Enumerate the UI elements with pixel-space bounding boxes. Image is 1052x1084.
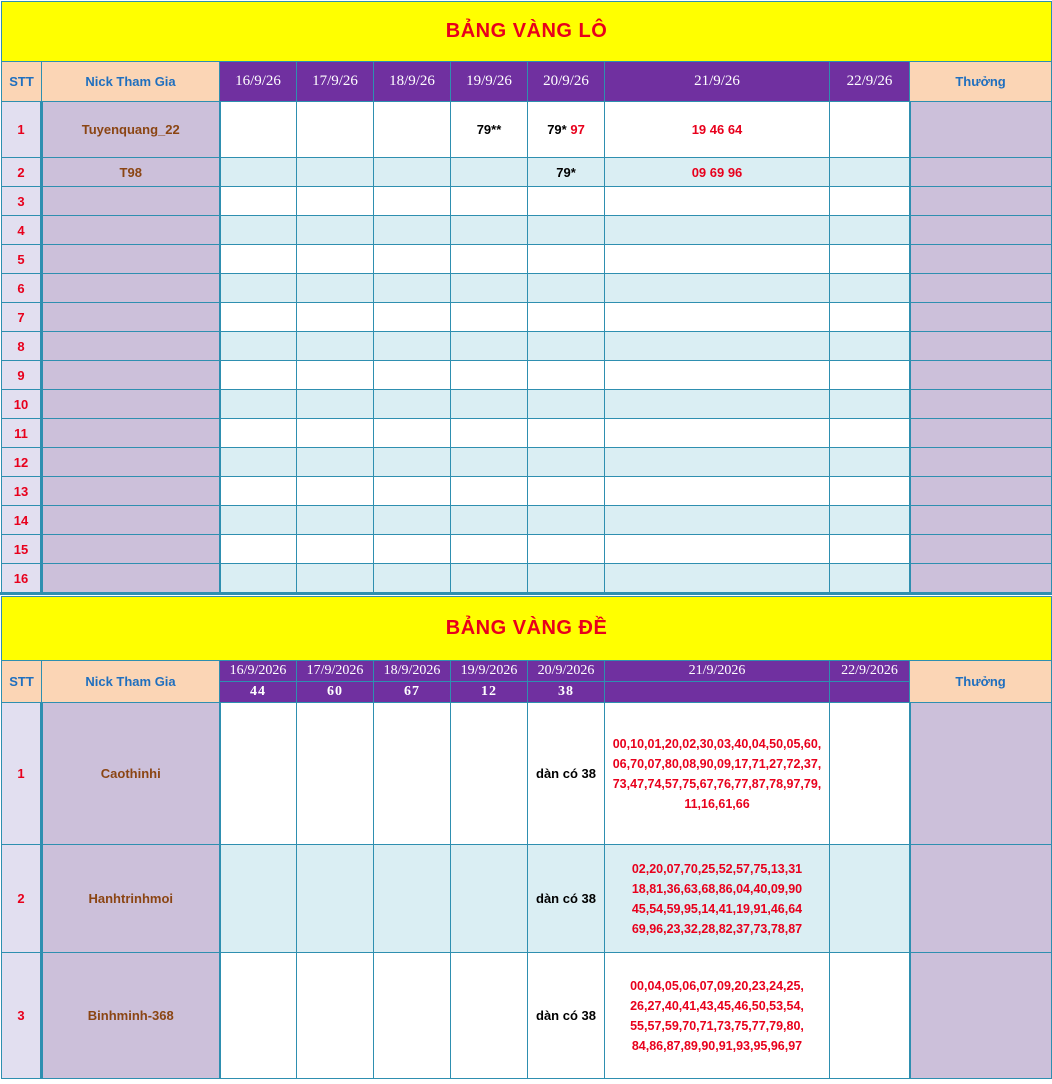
- lo-nick: [42, 419, 220, 448]
- lo-nick: [42, 332, 220, 361]
- lo-cell: [297, 535, 374, 564]
- lo-prize: [910, 390, 1052, 419]
- lo-row: [2, 419, 1052, 448]
- lo-prize: [910, 102, 1052, 158]
- lo-cell: [220, 419, 297, 448]
- lo-header-nick: Nick Tham Gia: [42, 62, 220, 102]
- de-picks: [605, 703, 830, 845]
- lo-cell: [374, 390, 451, 419]
- de-header-nick: Nick Tham Gia: [42, 661, 220, 703]
- lo-stt: 5: [2, 245, 42, 274]
- lo-cell: [830, 332, 910, 361]
- lo-cell: [297, 274, 374, 303]
- lo-prize: [910, 361, 1052, 390]
- lo-cell: [528, 245, 605, 274]
- lo-row: [2, 187, 1052, 216]
- lo-row: [2, 361, 1052, 390]
- de-header-prize: Thưởng: [910, 661, 1052, 703]
- lo-cell: [374, 564, 451, 593]
- de-pick-line: 06,70,07,80,08,90,09,17,71,27,72,37,: [612, 756, 822, 771]
- lo-cell: [528, 274, 605, 303]
- de-dan-note: dàn có 38: [528, 703, 605, 845]
- lo-cell: [605, 535, 830, 564]
- lo-cell: [605, 216, 830, 245]
- lo-cell: [374, 535, 451, 564]
- lo-cell: [297, 448, 374, 477]
- lo-cell: [605, 506, 830, 535]
- de-pick-line: 84,86,87,89,90,91,93,95,96,97: [631, 1038, 803, 1053]
- lo-cell: [374, 187, 451, 216]
- lo-cell: [605, 419, 830, 448]
- lo-cell: [605, 477, 830, 506]
- de-header-date: 18/9/2026: [374, 661, 451, 682]
- lo-cell: [830, 390, 910, 419]
- de-result: [830, 682, 910, 703]
- de-pick-line: 26,27,40,41,43,45,46,50,53,54,: [630, 998, 804, 1013]
- de-cell: [220, 953, 297, 1079]
- lo-cell: [451, 187, 528, 216]
- de-header-stt: STT: [2, 661, 42, 703]
- de-title: BẢNG VÀNG ĐỀ: [2, 597, 1052, 661]
- lo-cell: [451, 158, 528, 187]
- lo-cell: [374, 274, 451, 303]
- de-pick-line: 00,04,05,06,07,09,20,23,24,25,: [630, 978, 804, 993]
- lo-cell: [528, 535, 605, 564]
- lo-stt: 1: [2, 102, 42, 158]
- lo-table: [1, 1, 1052, 593]
- lo-prize: [910, 535, 1052, 564]
- de-cell: [830, 845, 910, 953]
- lo-cell: [297, 303, 374, 332]
- lo-cell: [451, 390, 528, 419]
- lo-prize: [910, 187, 1052, 216]
- lo-cell: [605, 274, 830, 303]
- lo-prize: [910, 564, 1052, 593]
- de-pick-line: 69,96,23,32,28,82,37,73,78,87: [631, 921, 803, 936]
- lo-row: [2, 158, 1052, 187]
- lo-stt: 9: [2, 361, 42, 390]
- lo-row: [2, 506, 1052, 535]
- lo-nick: [42, 216, 220, 245]
- lo-row: [2, 448, 1052, 477]
- lo-cell: [220, 390, 297, 419]
- de-cell: [451, 953, 528, 1079]
- de-header-date: 16/9/2026: [220, 661, 297, 682]
- de-stt: 2: [2, 845, 42, 953]
- lo-header-stt: STT: [2, 62, 42, 102]
- de-header-date: 17/9/2026: [297, 661, 374, 682]
- lo-cell: [605, 361, 830, 390]
- lo-cell: [220, 564, 297, 593]
- de-pick-line: 18,81,36,63,68,86,04,40,09,90: [631, 881, 803, 896]
- lo-cell: [297, 419, 374, 448]
- lo-cell: 19 46 64: [605, 102, 830, 158]
- lo-header-date: 22/9/26: [830, 62, 910, 102]
- lo-prize: [910, 419, 1052, 448]
- lo-row: [2, 303, 1052, 332]
- lo-prize: [910, 158, 1052, 187]
- lo-cell: [297, 216, 374, 245]
- lo-header-date: 16/9/26: [220, 62, 297, 102]
- lo-cell: [220, 332, 297, 361]
- lo-cell: [528, 506, 605, 535]
- lo-cell: [297, 245, 374, 274]
- lo-cell: [451, 216, 528, 245]
- lo-cell: [605, 332, 830, 361]
- lo-cell: [528, 187, 605, 216]
- lo-row: [2, 564, 1052, 593]
- lo-cell: [605, 187, 830, 216]
- lo-stt: 14: [2, 506, 42, 535]
- lo-cell: [374, 158, 451, 187]
- de-pick-line: 02,20,07,70,25,52,57,75,13,31: [631, 861, 803, 876]
- de-picks: [605, 845, 830, 953]
- de-picks: [605, 953, 830, 1079]
- de-cell: [374, 845, 451, 953]
- lo-row: [2, 274, 1052, 303]
- de-header-date: 20/9/2026: [528, 661, 605, 682]
- de-row: [2, 845, 1052, 953]
- de-cell: [830, 953, 910, 1079]
- lo-cell: [528, 102, 605, 158]
- de-dan-note: dàn có 38: [528, 953, 605, 1079]
- de-result: 44: [220, 682, 297, 703]
- lo-stt: 16: [2, 564, 42, 593]
- de-pick-line: 73,47,74,57,75,67,76,77,87,78,97,79,: [612, 776, 822, 791]
- lo-cell: [220, 448, 297, 477]
- lo-cell: [528, 477, 605, 506]
- de-cell: [830, 703, 910, 845]
- lo-cell: [297, 102, 374, 158]
- lo-cell: [528, 390, 605, 419]
- lo-cell: [528, 448, 605, 477]
- lo-cell: 79**: [451, 102, 528, 158]
- de-cell: [451, 703, 528, 845]
- lo-cell: [451, 332, 528, 361]
- lo-prize: [910, 274, 1052, 303]
- lo-cell: [451, 448, 528, 477]
- lo-header-date: 19/9/26: [451, 62, 528, 102]
- lo-prize: [910, 332, 1052, 361]
- lo-cell: [297, 187, 374, 216]
- de-table: [1, 596, 1052, 1079]
- lo-cell: [374, 216, 451, 245]
- lo-row: [2, 332, 1052, 361]
- lo-stt: 10: [2, 390, 42, 419]
- lo-row: [2, 216, 1052, 245]
- lo-cell: [528, 216, 605, 245]
- lo-cell: [220, 477, 297, 506]
- lo-cell: [297, 158, 374, 187]
- de-stt: 1: [2, 703, 42, 845]
- lo-cell: [451, 274, 528, 303]
- lo-nick: T98: [42, 158, 220, 187]
- lo-title: BẢNG VÀNG LÔ: [2, 2, 1052, 62]
- lo-cell: [374, 506, 451, 535]
- lo-cell: [451, 506, 528, 535]
- lo-prize: [910, 506, 1052, 535]
- lo-stt: 15: [2, 535, 42, 564]
- lo-row: [2, 535, 1052, 564]
- lo-cell: [220, 158, 297, 187]
- lo-nick: [42, 535, 220, 564]
- lo-cell: [220, 303, 297, 332]
- lo-cell: [830, 303, 910, 332]
- lo-cell: [374, 245, 451, 274]
- de-result: 67: [374, 682, 451, 703]
- lo-cell: [220, 245, 297, 274]
- lo-pick-black: 79*: [547, 122, 567, 137]
- lo-cell: [220, 274, 297, 303]
- de-cell: [297, 953, 374, 1079]
- lo-cell: [297, 506, 374, 535]
- lo-cell: [297, 390, 374, 419]
- de-cell: [297, 703, 374, 845]
- de-pick-line: 45,54,59,95,14,41,19,91,46,64: [631, 901, 803, 916]
- de-nick: Caothinhi: [42, 703, 220, 845]
- lo-cell: [605, 245, 830, 274]
- lo-cell: [830, 361, 910, 390]
- lo-cell: [374, 332, 451, 361]
- lo-cell: [220, 361, 297, 390]
- de-dan-note: dàn có 38: [528, 845, 605, 953]
- de-row: [2, 703, 1052, 845]
- lo-cell: [528, 419, 605, 448]
- lo-row: [2, 390, 1052, 419]
- lo-cell: [830, 102, 910, 158]
- lo-cell: [528, 564, 605, 593]
- lo-prize: [910, 303, 1052, 332]
- lo-nick: [42, 477, 220, 506]
- de-nick: Hanhtrinhmoi: [42, 845, 220, 953]
- lo-cell: [830, 187, 910, 216]
- lo-header-prize: Thưởng: [910, 62, 1052, 102]
- lo-cell: [605, 390, 830, 419]
- lo-cell: [374, 361, 451, 390]
- lo-cell: [374, 477, 451, 506]
- lo-cell: [830, 506, 910, 535]
- lo-header-date: 17/9/26: [297, 62, 374, 102]
- lo-cell: [451, 303, 528, 332]
- lo-prize: [910, 477, 1052, 506]
- lo-cell: [528, 303, 605, 332]
- lo-cell: [605, 448, 830, 477]
- lo-header-date: 18/9/26: [374, 62, 451, 102]
- lo-cell: [220, 535, 297, 564]
- lo-stt: 2: [2, 158, 42, 187]
- de-prize: [910, 845, 1052, 953]
- de-result: [605, 682, 830, 703]
- lo-cell: 79*: [528, 158, 605, 187]
- lo-row: [2, 477, 1052, 506]
- lo-nick: [42, 303, 220, 332]
- de-cell: [220, 703, 297, 845]
- lo-stt: 12: [2, 448, 42, 477]
- lo-nick: [42, 187, 220, 216]
- lo-cell: 09 69 96: [605, 158, 830, 187]
- lo-cell: [451, 361, 528, 390]
- lo-cell: [451, 419, 528, 448]
- lo-cell: [830, 535, 910, 564]
- de-prize: [910, 703, 1052, 845]
- lo-stt: 11: [2, 419, 42, 448]
- lo-prize: [910, 216, 1052, 245]
- de-pick-line: 11,16,61,66: [684, 796, 750, 811]
- lo-cell: [220, 187, 297, 216]
- lo-nick: [42, 506, 220, 535]
- de-pick-line: 00,10,01,20,02,30,03,40,04,50,05,60,: [612, 736, 822, 751]
- lo-cell: [374, 419, 451, 448]
- lo-cell: [297, 564, 374, 593]
- lo-cell: [830, 477, 910, 506]
- lo-cell: [605, 303, 830, 332]
- lo-cell: [220, 506, 297, 535]
- lo-cell: [830, 274, 910, 303]
- lo-cell: [830, 216, 910, 245]
- lo-stt: 13: [2, 477, 42, 506]
- lo-cell: [830, 564, 910, 593]
- lo-cell: [451, 535, 528, 564]
- lo-cell: [830, 158, 910, 187]
- lo-nick: [42, 448, 220, 477]
- lo-stt: 3: [2, 187, 42, 216]
- de-cell: [374, 703, 451, 845]
- lo-cell: [374, 448, 451, 477]
- de-stt: 3: [2, 953, 42, 1079]
- de-header-date: 22/9/2026: [830, 661, 910, 682]
- de-cell: [451, 845, 528, 953]
- lo-stt: 6: [2, 274, 42, 303]
- de-cell: [374, 953, 451, 1079]
- de-cell: [220, 845, 297, 953]
- lo-row: [2, 245, 1052, 274]
- lo-cell: [297, 361, 374, 390]
- lo-nick: [42, 361, 220, 390]
- de-nick: Binhminh-368: [42, 953, 220, 1079]
- de-pick-line: 55,57,59,70,71,73,75,77,79,80,: [630, 1018, 804, 1033]
- de-header-date: 21/9/2026: [605, 661, 830, 682]
- lo-cell: [830, 245, 910, 274]
- lo-row: [2, 102, 1052, 158]
- lo-cell: [528, 332, 605, 361]
- lo-cell: [451, 245, 528, 274]
- lo-prize: [910, 448, 1052, 477]
- lo-cell: [220, 216, 297, 245]
- lo-cell: [830, 419, 910, 448]
- lo-cell: [297, 477, 374, 506]
- de-result: 38: [528, 682, 605, 703]
- de-cell: [297, 845, 374, 953]
- lo-prize: [910, 245, 1052, 274]
- lo-cell: [830, 448, 910, 477]
- de-result: 12: [451, 682, 528, 703]
- lo-pick-red: 97: [570, 122, 585, 137]
- lo-cell: [220, 102, 297, 158]
- lo-stt: 8: [2, 332, 42, 361]
- lo-header-date: 21/9/26: [605, 62, 830, 102]
- lo-stt: 4: [2, 216, 42, 245]
- lo-nick: [42, 390, 220, 419]
- lo-cell: [374, 102, 451, 158]
- lo-cell: [374, 303, 451, 332]
- lo-cell: [528, 361, 605, 390]
- lo-cell: [451, 564, 528, 593]
- lo-cell: [297, 332, 374, 361]
- de-prize: [910, 953, 1052, 1079]
- de-header-date: 19/9/2026: [451, 661, 528, 682]
- lo-stt: 7: [2, 303, 42, 332]
- de-row: [2, 953, 1052, 1079]
- lo-nick: [42, 274, 220, 303]
- lo-cell: [605, 564, 830, 593]
- section-divider: [0, 592, 1052, 595]
- lo-nick: [42, 564, 220, 593]
- lo-header-date: 20/9/26: [528, 62, 605, 102]
- lo-cell: [451, 477, 528, 506]
- de-result: 60: [297, 682, 374, 703]
- lo-nick: [42, 245, 220, 274]
- lo-nick: Tuyenquang_22: [42, 102, 220, 158]
